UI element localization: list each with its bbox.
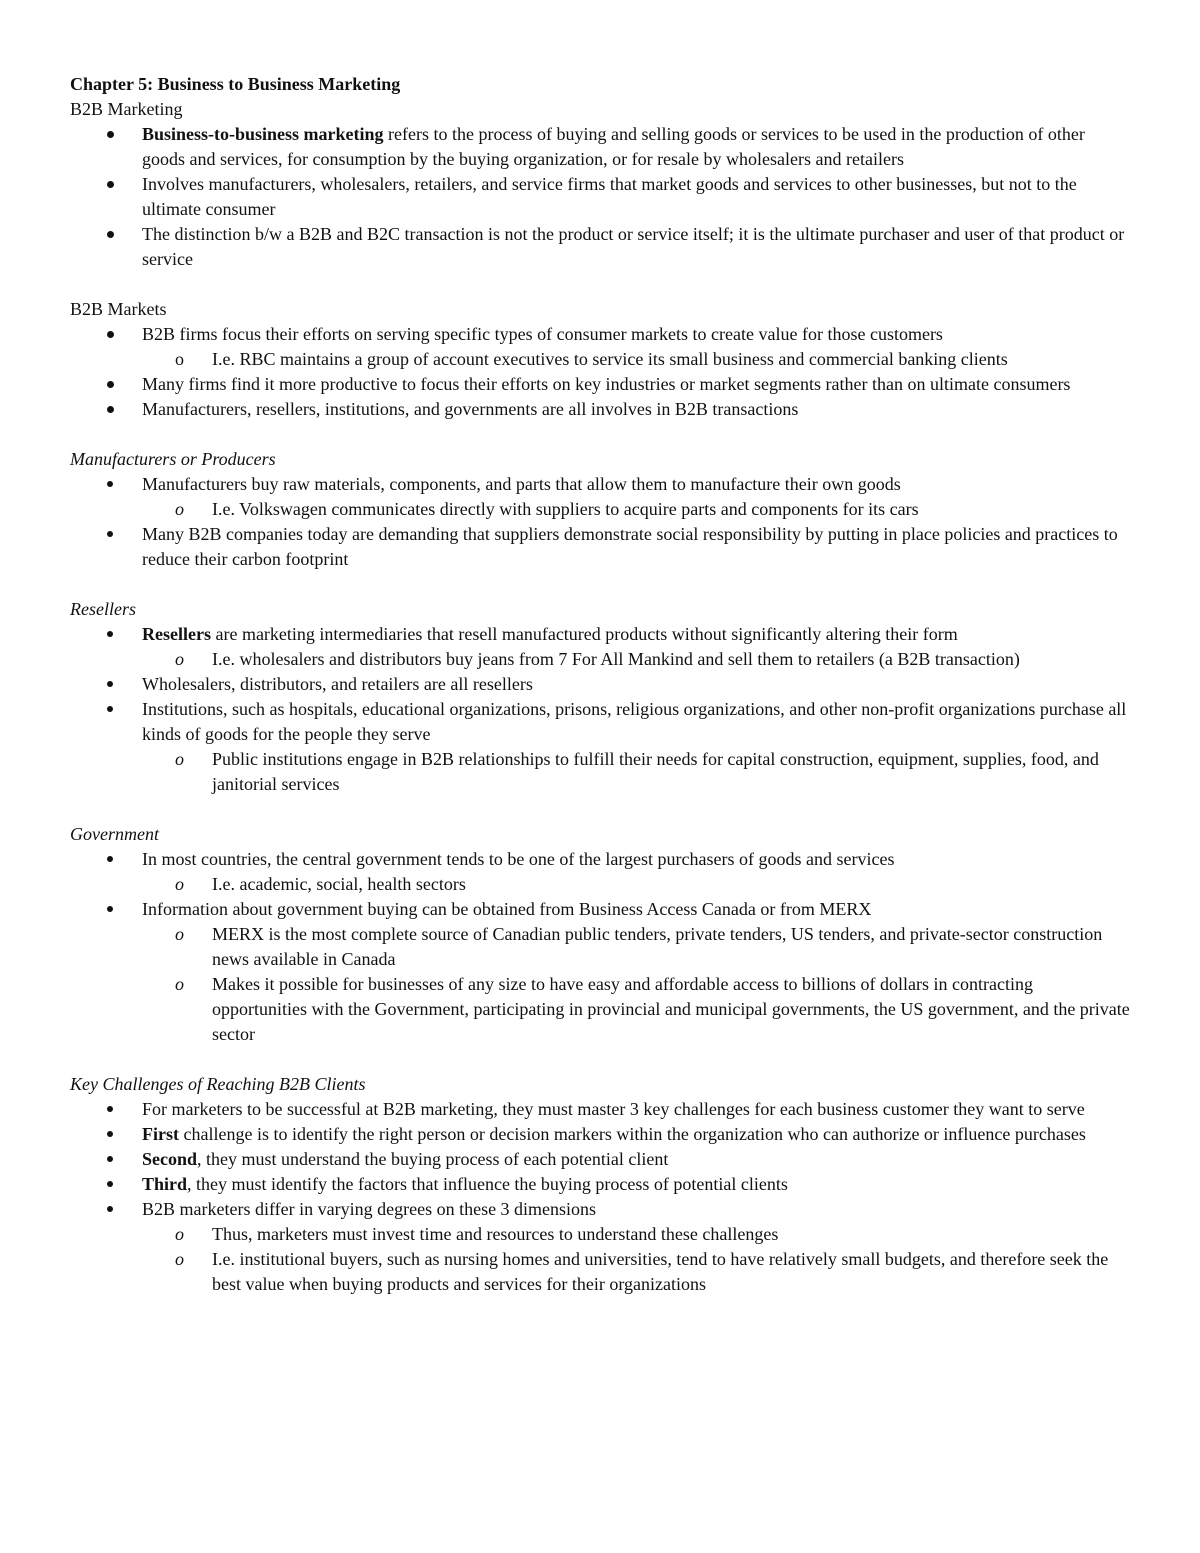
sub-list-item [212,747,1130,797]
sub-list-item [212,922,1130,972]
sub-list-item [212,872,1130,897]
sub-list-item [212,1247,1130,1297]
section-resellers [70,597,1130,797]
list-item [142,372,1130,397]
list-item [142,622,1130,672]
sub-list-item [212,647,1130,672]
section-key-challenges [70,1072,1130,1297]
item-text: B2B firms focus their efforts on serving specific types of consumer markets to create value for those customers [142,324,943,344]
section-heading: B2B Marketing [70,99,183,119]
sub-item-text: I.e. academic, social, health sectors [212,874,466,894]
list-item [142,1097,1130,1122]
item-text: For marketers to be successful at B2B marketing, they must master 3 key challenges for each business customer they want to serve [142,1099,1085,1119]
item-text: The distinction b/w a B2B and B2C transaction is not the product or service itself; it is the ultimate purchaser and user of that product or service [142,224,1125,269]
list-item [142,1147,1130,1172]
item-text: Information about government buying can be obtained from Business Access Canada or from MERX [142,899,872,919]
section-heading: Government [70,824,159,844]
chapter-title: Chapter 5: Business to Business Marketing [70,74,401,94]
item-text: Involves manufacturers, wholesalers, retailers, and service firms that market goods and services to other businesses, but not to the ultimate consumer [142,174,1077,219]
item-text: Many firms find it more productive to focus their efforts on key industries or market segments rather than on ultimate consumers [142,374,1071,394]
list-item [142,847,1130,897]
section-heading: B2B Markets [70,299,167,319]
section-heading: Resellers [70,599,136,619]
section-b2b-marketing [70,97,1130,272]
sub-item-text: MERX is the most complete source of Canadian public tenders, private tenders, US tenders, and private-sector construction news available in Canada [212,924,1103,969]
item-text: Wholesalers, distributors, and retailers are all resellers [142,674,533,694]
item-text: , they must understand the buying process of each potential client [197,1149,669,1169]
sub-item-text: I.e. RBC maintains a group of account executives to service its small business and commercial banking clients [212,349,1008,369]
list-item [142,397,1130,422]
item-text: In most countries, the central government tends to be one of the largest purchasers of goods and services [142,849,895,869]
list-item [142,1122,1130,1147]
bold-term: Business-to-business marketing [142,124,384,144]
sub-list-item [212,972,1130,1047]
section-government [70,822,1130,1047]
sub-list-item [212,347,1130,372]
item-text: challenge is to identify the right person or decision markers within the organization who can authorize or influence purchases [178,1124,1086,1144]
list-item [142,172,1130,222]
list-item [142,672,1130,697]
item-text: Many B2B companies today are demanding that suppliers demonstrate social responsibility by putting in place policies and practices to reduce their carbon footprint [142,524,1118,569]
sub-list-item [212,497,1130,522]
bold-term: Second [142,1149,198,1169]
section-manufacturers [70,447,1130,572]
sub-item-text: I.e. wholesalers and distributors buy jeans from 7 For All Mankind and sell them to retailers (a B2B transaction) [212,649,1020,669]
bold-term: Resellers [142,624,211,644]
sub-item-text: Makes it possible for businesses of any size to have easy and affordable access to billions of dollars in contracting opportunities with the Government, participating in provincial and municipal governments, the US government, and the private sector [212,974,1130,1044]
item-text: , they must identify the factors that influence the buying process of potential clients [187,1174,788,1194]
list-item [142,122,1130,172]
list-item [142,1197,1130,1297]
sub-list-item [212,1222,1130,1247]
item-text: are marketing intermediaries that resell manufactured products without significantly altering their form [210,624,958,644]
list-item [142,1172,1130,1197]
bold-term: First [142,1124,179,1144]
list-item [142,697,1130,797]
bold-term: Third [142,1174,188,1194]
sub-item-text: I.e. institutional buyers, such as nursing homes and universities, tend to have relatively small budgets, and therefore seek the best value when buying products and services for their organizations [212,1249,1109,1294]
list-item [142,472,1130,522]
section-b2b-markets [70,297,1130,422]
item-text: Institutions, such as hospitals, educational organizations, prisons, religious organizations, and other non-profit organizations purchase all kinds of goods for the people they serve [142,699,1127,744]
item-text: B2B marketers differ in varying degrees on these 3 dimensions [142,1199,597,1219]
sub-item-text: Public institutions engage in B2B relationships to fulfill their needs for capital construction, equipment, supplies, food, and janitorial services [212,749,1099,794]
section-heading: Manufacturers or Producers [70,449,276,469]
item-text: refers to the process of buying and selling goods or services to be used in the production of other goods and services, for consumption by the buying organization, or for resale by wholesalers and retailers [142,124,1085,169]
list-item [142,322,1130,372]
sub-item-text: Thus, marketers must invest time and resources to understand these challenges [212,1224,779,1244]
list-item [142,522,1130,572]
item-text: Manufacturers buy raw materials, components, and parts that allow them to manufacture their own goods [142,474,901,494]
sub-item-text: I.e. Volkswagen communicates directly with suppliers to acquire parts and components for its cars [212,499,919,519]
section-heading: Key Challenges of Reaching B2B Clients [70,1074,366,1094]
item-text: Manufacturers, resellers, institutions, and governments are all involves in B2B transactions [142,399,799,419]
list-item [142,897,1130,1047]
list-item [142,222,1130,272]
